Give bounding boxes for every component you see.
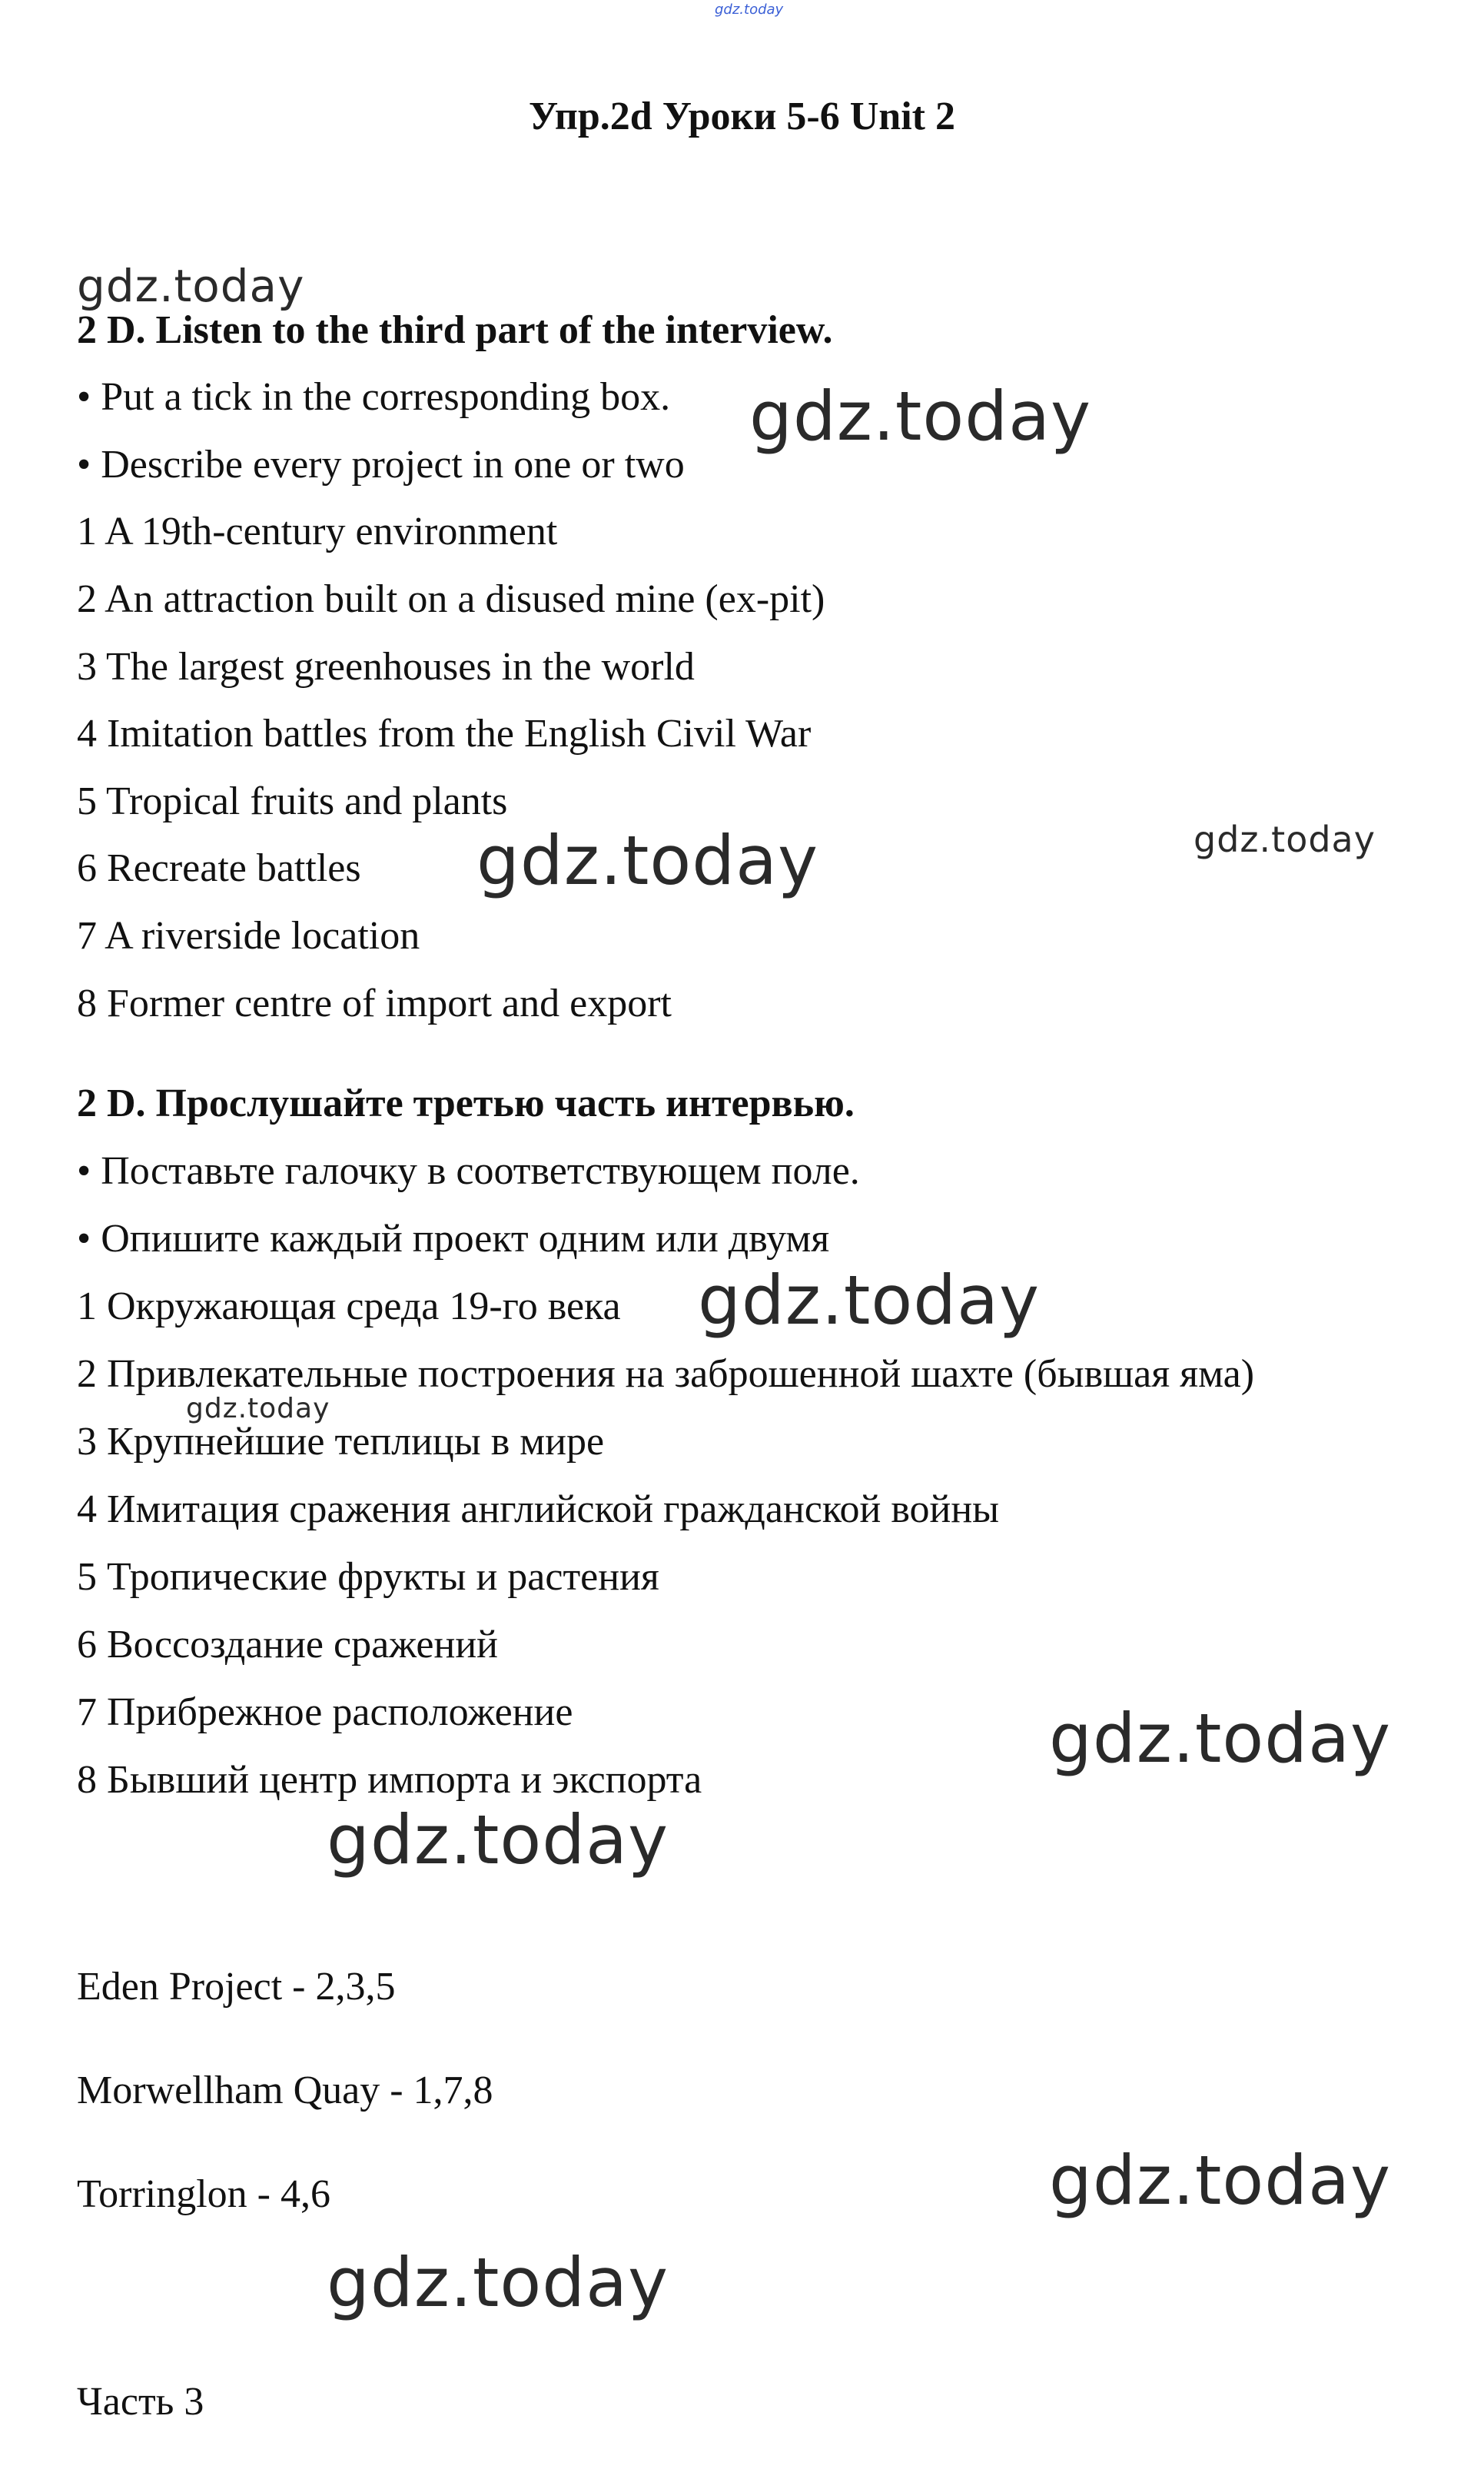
page-title: Упр.2d Уроки 5-6 Unit 2: [529, 95, 955, 138]
watermark: gdz.today: [77, 260, 305, 312]
russian-item: 1 Окружающая среда 19-го века: [77, 1284, 621, 1328]
english-heading: 2 D. Listen to the third part of the interview.: [77, 308, 833, 352]
watermark: gdz.today: [698, 1261, 1041, 1340]
watermark: gdz.today: [327, 2243, 669, 2322]
english-item: 3 The largest greenhouses in the world: [77, 645, 695, 689]
russian-item: 3 Крупнейшие теплицы в мире: [77, 1420, 605, 1464]
english-bullet: • Describe every project in one or two: [77, 443, 685, 487]
english-item: 2 An attraction built on a disused mine (ex-pit): [77, 577, 825, 621]
top-watermark: gdz.today: [715, 2, 784, 18]
watermark: gdz.today: [1049, 1699, 1392, 1778]
answer-line: Morwellham Quay - 1,7,8: [77, 2069, 493, 2112]
english-item: 8 Former centre of import and export: [77, 982, 672, 1025]
english-item: 1 A 19th-century environment: [77, 510, 558, 553]
part-label: Часть 3: [77, 2380, 204, 2424]
russian-bullet: • Поставьте галочку в соответствующем поле.: [77, 1149, 860, 1193]
english-item: 4 Imitation battles from the English Civil War: [77, 712, 812, 756]
russian-item: 6 Воссоздание сражений: [77, 1623, 498, 1666]
watermark: gdz.today: [327, 1800, 669, 1879]
english-bullet: • Put a tick in the corresponding box.: [77, 375, 671, 419]
watermark: gdz.today: [186, 1393, 330, 1424]
watermark: gdz.today: [1194, 819, 1376, 860]
russian-item: 7 Прибрежное расположение: [77, 1690, 573, 1734]
russian-heading: 2 D. Прослушайте третью часть интервью.: [77, 1082, 855, 1125]
watermark: gdz.today: [749, 377, 1092, 456]
russian-item: 5 Тропические фрукты и растения: [77, 1555, 659, 1599]
english-item: 5 Tropical fruits and plants: [77, 779, 508, 823]
russian-item: 4 Имитация сражения английской гражданской войны: [77, 1487, 1000, 1531]
russian-item: 2 Привлекательные построения на заброшенной шахте (бывшая яма): [77, 1352, 1255, 1396]
watermark: gdz.today: [476, 821, 819, 900]
english-item: 7 A riverside location: [77, 914, 420, 958]
answer-line: Eden Project - 2,3,5: [77, 1965, 396, 2009]
russian-bullet: • Опишите каждый проект одним или двумя: [77, 1217, 830, 1261]
russian-item: 8 Бывший центр импорта и экспорта: [77, 1758, 702, 1802]
answer-line: Torringlon - 4,6: [77, 2172, 330, 2216]
english-item: 6 Recreate battles: [77, 846, 361, 890]
watermark: gdz.today: [1049, 2141, 1392, 2220]
